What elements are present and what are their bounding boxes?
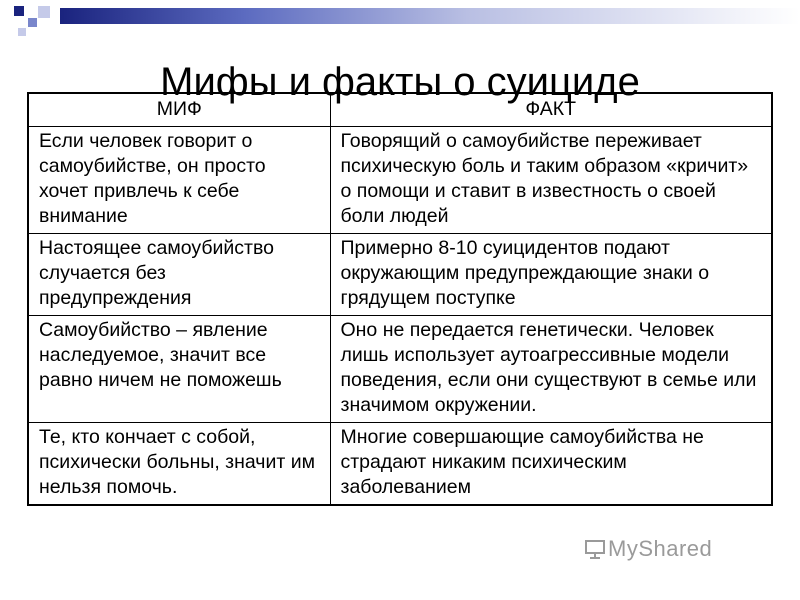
- table-row: [28, 234, 772, 316]
- table-row: [28, 127, 772, 234]
- corner-square-light-2: [18, 28, 26, 36]
- presentation-board-icon: [584, 538, 606, 560]
- fact-cell: Оно не передается генетически. Человек лишь использует аутоагрессивные модели поведения, если они существуют в семье или значимом окружении.: [330, 316, 772, 423]
- header-gradient-bar: [60, 8, 800, 24]
- corner-square-dark: [14, 6, 24, 16]
- slide-title: Мифы и факты о суициде: [160, 59, 640, 104]
- table-header-row: [28, 93, 772, 127]
- corner-square-mid: [28, 18, 37, 27]
- myths-facts-table: [27, 92, 773, 506]
- myth-cell: Те, кто кончает с собой, психически больны, значит им нельзя помочь.: [28, 423, 330, 506]
- header-fact: ФАКТ: [330, 93, 772, 127]
- header-myth: МИФ: [28, 93, 330, 127]
- myth-cell: Если человек говорит о самоубийстве, он просто хочет привлечь к себе внимание: [28, 127, 330, 234]
- table-row: [28, 423, 772, 506]
- fact-cell: Примерно 8-10 суицидентов подают окружающим предупреждающие знаки о грядущем поступке: [330, 234, 772, 316]
- myth-cell: Настоящее самоубийство случается без предупреждения: [28, 234, 330, 316]
- watermark-text: MyShared: [608, 536, 713, 561]
- fact-cell: Многие совершающие самоубийства не страдают никаким психическим заболеванием: [330, 423, 772, 506]
- table-row: [28, 316, 772, 423]
- corner-square-light: [38, 6, 50, 18]
- myth-cell: Самоубийство – явление наследуемое, значит все равно ничем не поможешь: [28, 316, 330, 423]
- fact-cell: Говорящий о самоубийстве переживает психическую боль и таким образом «кричит» о помощи и ставит в известность о своей боли людей: [330, 127, 772, 234]
